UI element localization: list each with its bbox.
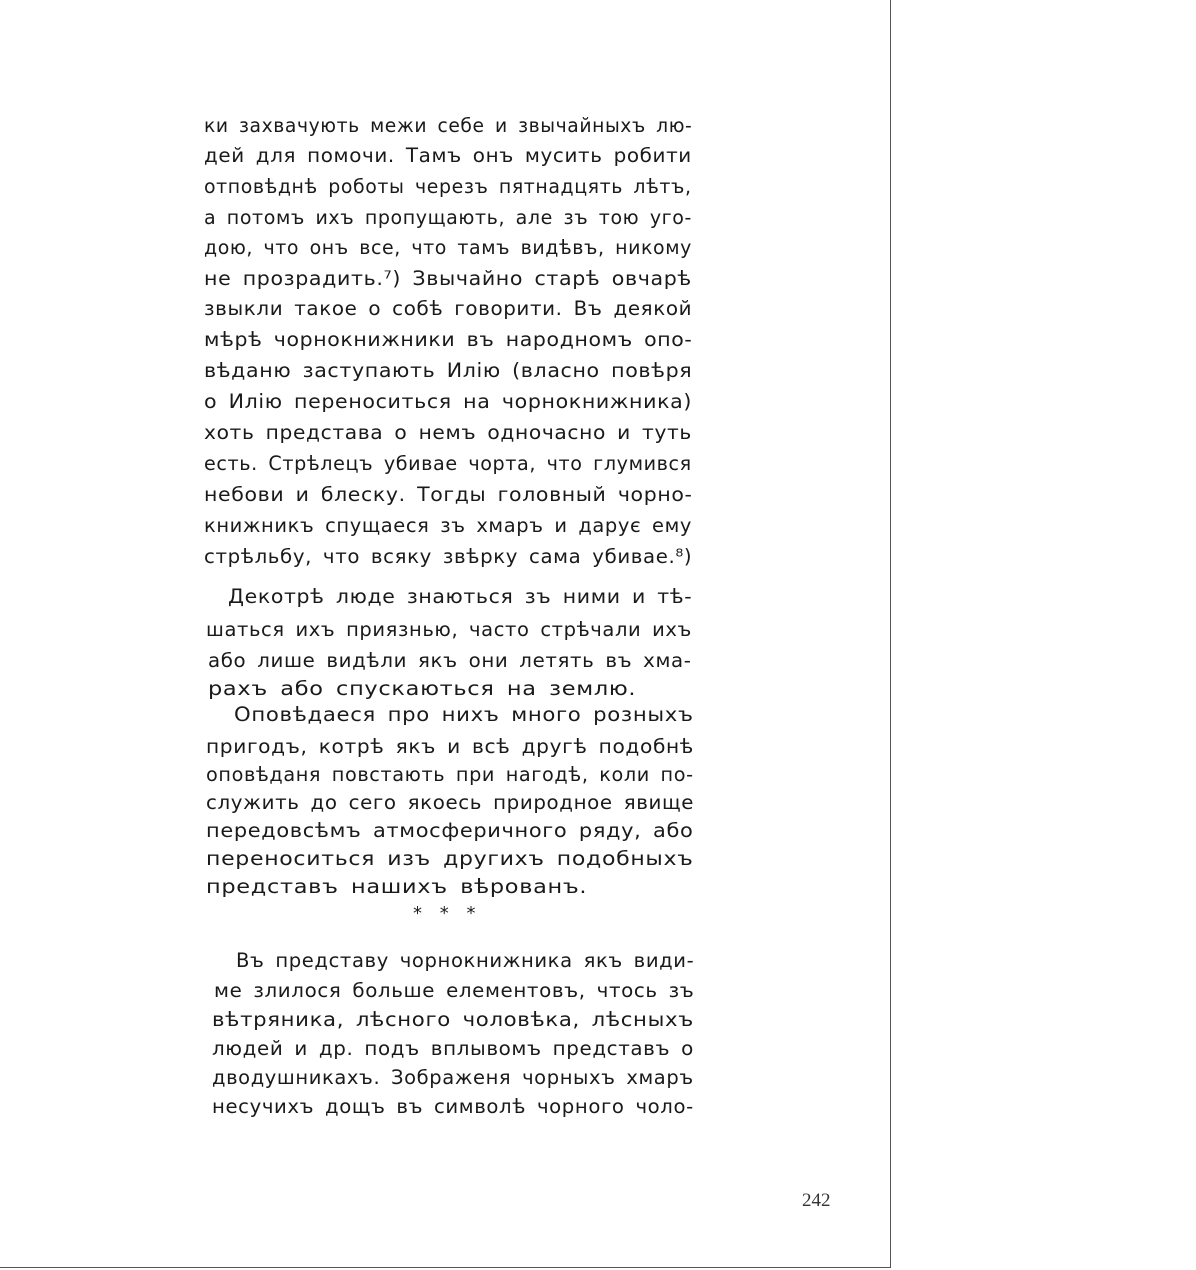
text-line: небови и блеску. Тогды головный чорно- (204, 483, 693, 506)
text-line: не прозрадить.⁷) Звычайно старѣ овчарѣ (204, 267, 692, 290)
section-separator: * * * (413, 903, 482, 924)
text-line: дей для помочи. Тамъ онъ мусить робити (204, 144, 692, 167)
text-line: Оповѣдаеся про нихъ много розныхъ (234, 703, 694, 726)
text-line: людей и др. подъ вплывомъ представъ о (212, 1037, 694, 1060)
page-number: 242 (802, 1190, 831, 1211)
text-line: пригодъ, котрѣ якъ и всѣ другѣ подобнѣ (206, 735, 694, 758)
text-line: отповѣднѣ роботы черезъ пятнадцять лѣтъ, (204, 175, 692, 198)
text-line: мѣрѣ чорнокнижники въ народномъ опо- (204, 328, 693, 351)
text-line: оповѣданя повстають при нагодѣ, коли по- (206, 763, 694, 786)
text-line: представъ нашихъ вѣрованъ. (206, 875, 588, 898)
text-line: о Илiю переноситься на чорнокнижника) (204, 390, 693, 413)
text-line: Въ представу чорнокнижника якъ види- (236, 949, 695, 972)
text-line: переноситься изъ другихъ подобныхъ (206, 847, 694, 870)
text-line: хоть представа о немъ одночасно и туть (204, 421, 692, 444)
text-line: вѣданю заступають Илiю (власно повѣря (204, 359, 693, 382)
text-line: або лише видѣли якъ они летять въ хма- (208, 649, 692, 672)
text-line: есть. Стрѣлецъ убивае чорта, что глумився (204, 452, 692, 475)
text-line: а потомъ ихъ пропущають, але зъ тою уго- (204, 206, 692, 229)
text-line: дводушникахъ. Зображеня чорныхъ хмаръ (212, 1066, 694, 1089)
text-line: служить до сего якоесь природное явище (206, 791, 695, 814)
text-line: дою, что онъ все, что тамъ видѣвъ, никому (204, 236, 692, 259)
text-line: Декотрѣ люде знаються зъ ними и тѣ- (228, 585, 693, 608)
text-line: вѣтряника, лѣсного чоловѣка, лѣсныхъ (212, 1008, 694, 1031)
text-line: шаться ихъ приязнью, часто стрѣчали ихъ (206, 618, 692, 641)
text-line: звыкли такое о собѣ говорити. Въ деякой (204, 297, 693, 320)
text-line: книжникъ спущаеся зъ хмаръ и дарує ему (204, 514, 693, 537)
text-line: стрѣльбу, что всяку звѣрку сама убивае.⁸) (204, 545, 693, 568)
text-line: передовсѣмъ атмосферичного ряду, або (206, 819, 694, 842)
text-line: несучихъ дощъ въ символѣ чорного чоло- (212, 1095, 694, 1118)
text-line: ки захвачують межи себе и звычайныхъ лю- (204, 114, 693, 137)
text-line: ме злилося больше елементовъ, чтось зъ (214, 979, 695, 1002)
text-line: рахъ або спускаються на землю. (208, 677, 637, 700)
